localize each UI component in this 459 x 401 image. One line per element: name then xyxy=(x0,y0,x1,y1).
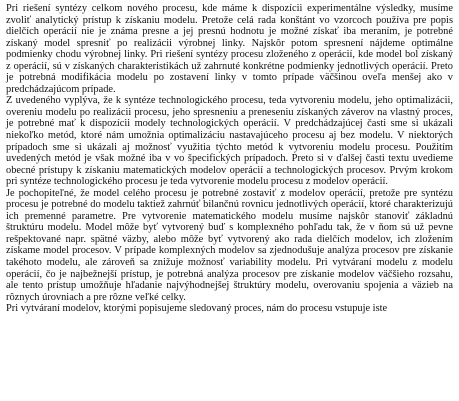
paragraph-model-structure: Je pochopiteľné, že model celého procesu je potrebné zostaviť z modelov operácií, pretože pre syntézu procesu je potrebné do modelu taktiež zahrnúť bilančnú rovnicu jednotlivých operácií, ktoré charakterizujú ich premenné parametre. Pre vytvorenie matematického modelu musíme najskôr stanoviť základnú štruktúru modelu. Model môže byť vytvorený buď s komplexného pohľadu tak, že v ňom sú už pevne rešpektované napr. spätné väzby, alebo môže byť vytvorený ako rada dielčích modelov, ich zložením získame model procesov. V prípade komplexných modelov sa zjednodušuje analýza procesov pre získanie takéhoto modelu, ale zároveň sa znižuje možnosť variability modelu. Pri vytváraní modelu z modelu operácií, čo je najbežnejší prístup, je potrebná analýza procesov pre získanie modelov väčšieho rozsahu, ale tento prístup umožňuje hľadanie najvýhodnejšej štruktúry modelu, overovaniu spojenia a väzieb na rôznych úrovniach a pre rôzne veľké celky. xyxy=(6,187,453,303)
paragraph-operation-models: Z uvedeného vyplýva, že k syntéze technologického procesu, teda vytvoreniu modelu, jeho optimalizácii, overeniu modelu po realizácii procesu, jeho spresneniu a preneseniu získaných záverov na vlastný proces, je potrebné mať k dispozícii modely technologických operácií. V predchádzajúcej časti sme si ukázali niekoľko metód, ktoré nám umožnia optimalizáciu nastavajúceho procesu aj bez modelu. V niektorých prípadoch sme si ukázali aj možnosť využitia týchto metód k vytvoreniu modelu procesu. Použitím uvedených metód je však možné iba v vo špecifických prípadoch. Preto si v ďalšej časti textu uvedieme obecné prístupy k získaniu matematických modelov operácií a technologických procesov. Prvým krokom pri syntéze technologického procesu je teda vytvorenie modelu procesu z modelov operácií. xyxy=(6,95,453,188)
paragraph-model-creation: Pri vytváraní modelov, ktorými popisujeme sledovaný proces, nám do procesu vstupuje iste xyxy=(6,303,388,315)
paragraph-synthesis-approach: Pri riešení syntézy celkom nového procesu, kde máme k dispozícii experimentálne výsledky, musíme zvoliť analytický prístup k získaniu modelu. Pretože celá rada konštánt vo vzorcoch používa pre popis dielčích operácií nie je známa presne a jej presnú hodnotu je možné získať iba meraním, je potrebné získaný model spresniť po realizácii výrobnej linky. Najskôr potom spresnení nájdeme optimálne podmienky chodu výrobnej linky. Pri riešení syntézy procesu zloženého z operácií, kde model bol získaný z operácií, sú v získaných charakteristikách už zahrnuté konkrétne podmienky jednotlivých operácií. Preto je potrebná modifikácia modelu po zostavení linky v tomto prípade väčšinou oveľa menšej ako v predchádzajúcom prípade. xyxy=(6,3,453,95)
